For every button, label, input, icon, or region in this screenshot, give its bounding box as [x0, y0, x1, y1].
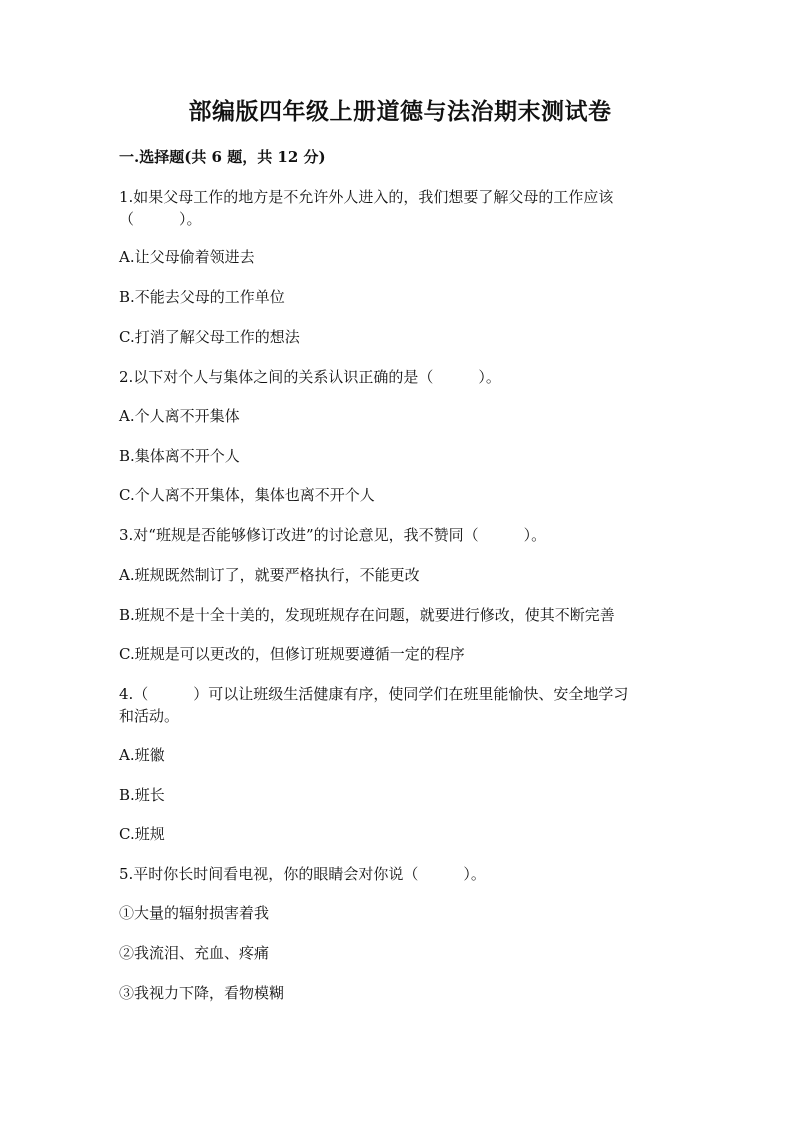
question-5-stem-line-1: 5.平时你长时间看电视，你的眼睛会对你说（ ）。: [119, 865, 486, 883]
question-5-statement-3: ③我视力下降，看物模糊: [119, 984, 285, 1002]
question-3-option-a: A.班规既然制订了，就要严格执行，不能更改: [119, 566, 420, 584]
question-2-option-c: C.个人离不开集体，集体也离不开个人: [119, 486, 375, 504]
question-1-option-a: A.让父母偷着领进去: [119, 248, 255, 266]
question-1-option-c: C.打消了解父母工作的想法: [119, 328, 300, 346]
question-4-stem-line-1: 4.（ ）可以让班级生活健康有序，使同学们在班里能愉快、安全地学习: [119, 685, 629, 703]
question-1-option-b: B.不能去父母的工作单位: [119, 288, 285, 306]
question-1-stem-line-2: （ ）。: [119, 210, 202, 228]
question-3-option-b: B.班规不是十全十美的，发现班规存在问题，就要进行修改，使其不断完善: [119, 606, 615, 624]
page-title: 部编版四年级上册道德与法治期末测试卷: [188, 98, 612, 125]
question-5-statement-2: ②我流泪、充血、疼痛: [119, 944, 270, 962]
question-4-option-c: C.班规: [119, 825, 165, 843]
question-3-stem-line-1: 3.对“班规是否能够修订改进”的讨论意见，我不赞同（ ）。: [119, 526, 547, 544]
question-4-option-a: A.班徽: [119, 746, 165, 764]
question-4-option-b: B.班长: [119, 786, 165, 804]
section-header: 一.选择题(共 6 题，共 12 分): [119, 148, 326, 166]
question-2-option-a: A.个人离不开集体: [119, 407, 240, 425]
question-5-statement-1: ①大量的辐射损害着我: [119, 904, 270, 922]
question-2-option-b: B.集体离不开个人: [119, 447, 240, 465]
question-2-stem-line-1: 2.以下对个人与集体之间的关系认识正确的是（ ）。: [119, 368, 501, 386]
question-3-option-c: C.班规是可以更改的，但修订班规要遵循一定的程序: [119, 645, 465, 663]
question-1-stem-line-1: 1.如果父母工作的地方是不允许外人进入的，我们想要了解父母的工作应该: [119, 188, 614, 206]
question-4-stem-line-2: 和活动。: [119, 707, 180, 725]
